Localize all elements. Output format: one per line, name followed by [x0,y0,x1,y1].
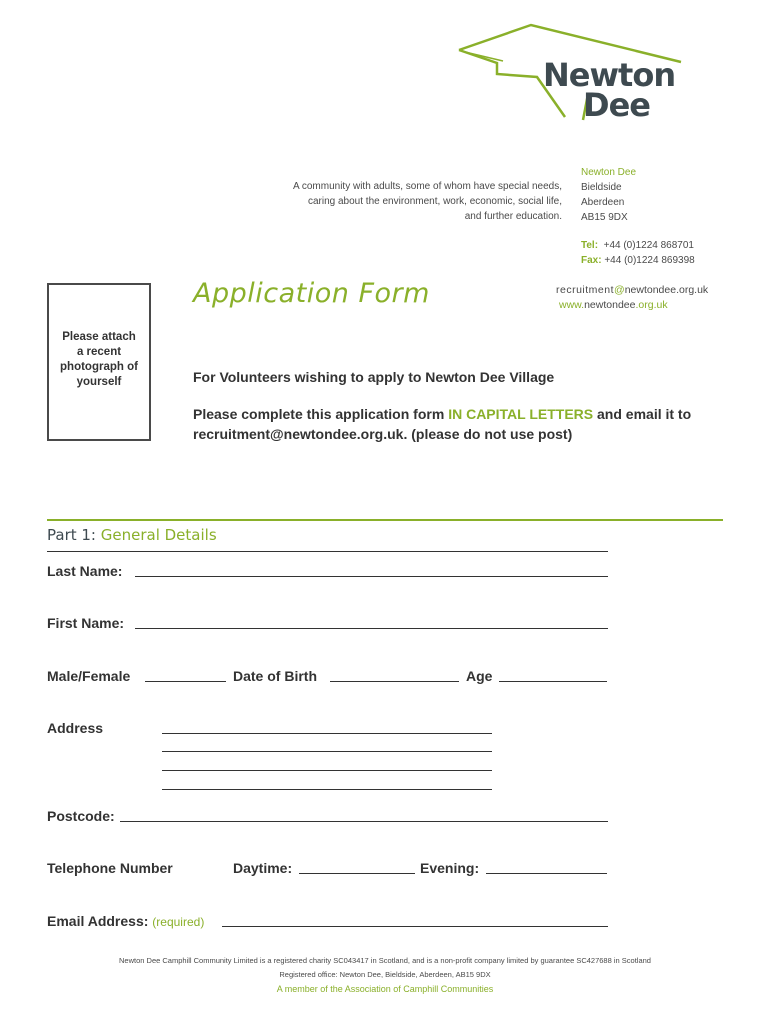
part1-prefix: Part 1: [47,526,101,544]
web-name: newtondee [584,299,636,311]
email-label [47,913,204,929]
required-note: (required) [152,915,205,929]
tagline-line: caring about the environment, work, economic, social life, [307,196,562,207]
charity-footer: Newton Dee Camphill Community Limited is a registered charity SC043417 in Scotland, and is a non-profit company limited by guarantee SC427688 in Scotland [119,956,651,965]
email-label-text: Email Address: [47,913,149,929]
gender-field[interactable] [145,681,226,682]
instructions-highlight: IN CAPITAL LETTERS [448,406,594,422]
last-name-field[interactable] [135,576,608,577]
tel-number: +44 (0)1224 868701 [603,240,694,251]
email-web [556,283,708,313]
section-underline [47,551,608,552]
evening-label: Evening: [420,860,480,876]
postcode-field[interactable] [120,821,608,822]
telephone-label: Telephone Number [47,860,173,876]
logo-text-dee: Dee [583,86,650,124]
photo-instruction [49,330,149,390]
photo-text-line: Please attach [62,331,136,343]
form-subtitle: For Volunteers wishing to apply to Newton Dee Village [193,369,555,385]
part1-heading [47,526,217,544]
newton-dee-logo [455,22,685,127]
email-user: recruitment [556,284,615,296]
dob-field[interactable] [330,681,459,682]
gender-label: Male/Female [47,668,131,684]
phone-fax [581,238,695,268]
photo-text-line: a recent [76,346,122,358]
instructions-text: Please complete this application form [193,406,449,422]
first-name-label: First Name: [47,615,125,631]
address-field-line[interactable] [162,751,492,752]
age-label: Age [466,668,493,684]
email-field[interactable] [222,926,608,927]
community-tagline [262,179,562,224]
part1-name: General Details [100,526,217,544]
tel-label: Tel: [581,240,599,251]
web-prefix: www. [559,299,585,311]
address-field-line[interactable] [162,770,492,771]
tagline-line: and further education. [464,211,562,222]
daytime-field[interactable] [299,873,415,874]
form-title: Application Form [193,278,430,309]
evening-field[interactable] [486,873,607,874]
daytime-label: Daytime: [233,860,293,876]
website-link[interactable] [556,298,708,313]
postcode-label: Postcode: [47,808,115,824]
address-name: Newton Dee [581,167,637,178]
first-name-field[interactable] [135,628,608,629]
email-domain: newtondee.org.uk [624,284,709,296]
contact-email[interactable] [556,283,708,298]
email-at: @ [614,284,625,296]
address-postcode: AB15 9DX [581,212,628,223]
membership-note: A member of the Association of Camphill Communities [276,984,494,994]
address-line: Aberdeen [581,197,625,208]
fax-label: Fax: [581,255,602,266]
postal-address [581,165,636,225]
telephone-line [581,238,695,253]
instructions-text: and email it to recruitment@newtondee.org.uk. (please do not use post) [193,406,692,442]
address-line: Bieldside [581,182,622,193]
age-field[interactable] [499,681,607,682]
registered-office: Registered office: Newton Dee, Bieldside, Aberdeen, AB15 9DX [279,970,491,979]
address-label: Address [47,720,104,736]
photo-text-line: photograph of [60,361,138,373]
photo-text-line: yourself [76,376,122,388]
form-instructions [193,404,733,444]
address-field-line[interactable] [162,733,492,734]
photo-box[interactable] [47,283,151,441]
fax-number: +44 (0)1224 869398 [604,255,695,266]
fax-line [581,253,695,268]
section-divider [47,519,723,521]
web-suffix: .org.uk [635,299,668,311]
tagline-line: A community with adults, some of whom have special needs, [292,181,562,192]
dob-label: Date of Birth [233,668,317,684]
last-name-label: Last Name: [47,563,123,579]
logo-text-newton: Newton [543,56,676,94]
address-field-line[interactable] [162,789,492,790]
